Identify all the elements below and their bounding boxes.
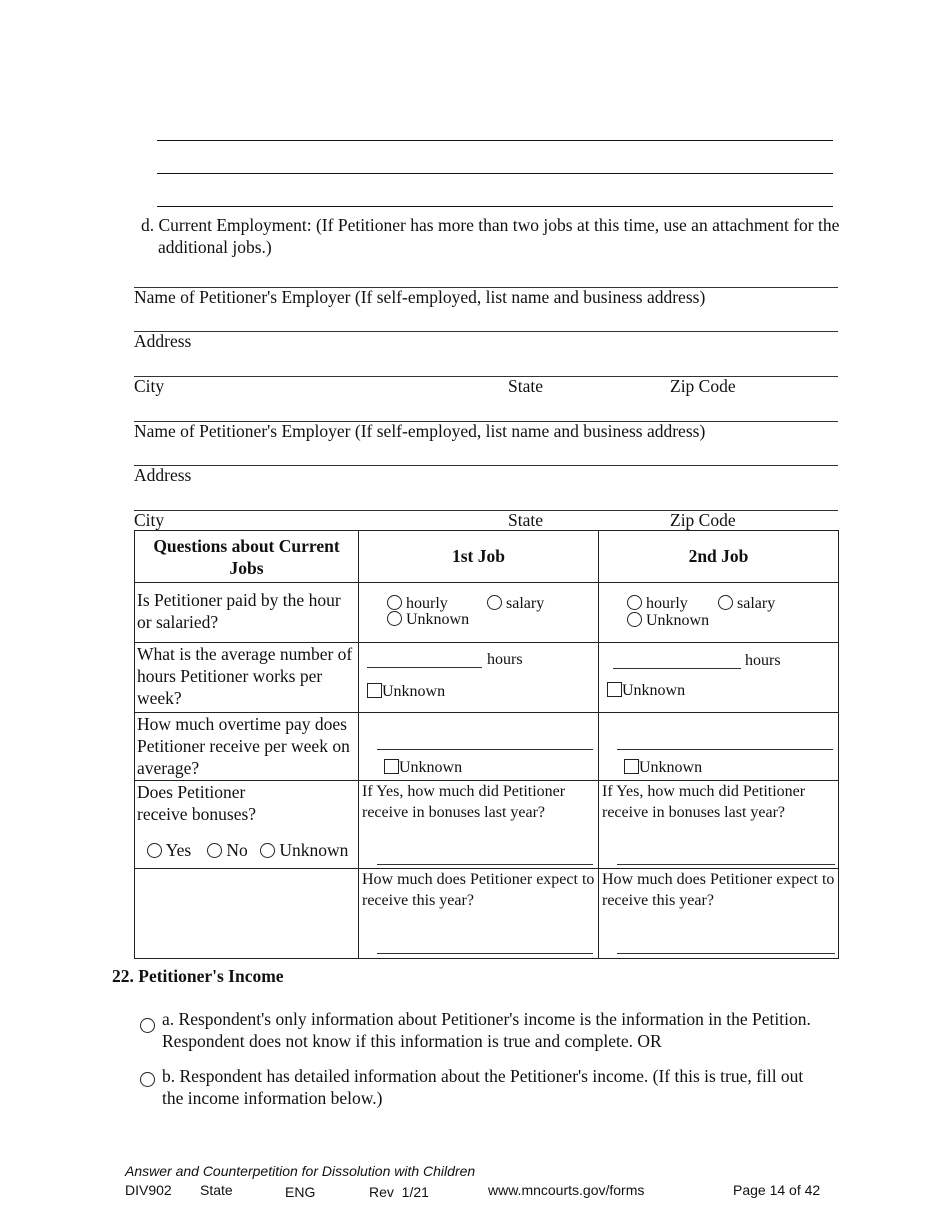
employer1-address-line[interactable] — [134, 331, 838, 332]
section-d-label: d. Current Employment: (If Petitioner has more than two jobs at this time, use an attachment for the additional jobs.) — [141, 215, 840, 257]
employer1-city-label: City — [134, 376, 165, 396]
radio-icon[interactable] — [140, 1018, 155, 1033]
employer1-state-label: State — [508, 376, 543, 396]
job2-overtime-unknown[interactable]: Unknown — [624, 757, 702, 778]
job1-overtime — [359, 713, 598, 780]
job2-hourly-option[interactable]: hourly — [627, 593, 688, 614]
job1-unknown-option[interactable]: Unknown — [387, 609, 469, 630]
table-row-bonuses-this-year — [135, 869, 839, 959]
employer2-state-label: State — [508, 510, 543, 530]
radio-icon[interactable] — [207, 843, 222, 858]
job2-hours-unknown[interactable]: Unknown — [607, 680, 685, 701]
radio-icon[interactable] — [260, 843, 275, 858]
table-row-hours — [135, 643, 839, 713]
section-22-option-b[interactable] — [139, 1065, 829, 1109]
job2-salary-option[interactable]: salary — [718, 593, 775, 614]
question-pay-type: Is Petitioner paid by the hour or salaried? — [137, 590, 341, 632]
job2-bonuses-last-year-input[interactable] — [617, 864, 835, 865]
checkbox-icon[interactable] — [384, 759, 399, 774]
employer2-name-label: Name of Petitioner's Employer (If self-employed, list name and business address) — [134, 421, 706, 441]
job2-hours — [599, 643, 838, 712]
section-22-option-a[interactable] — [139, 1008, 829, 1052]
job2-bonuses-this-year-label: How much does Petitioner expect to receive this year? — [602, 871, 835, 909]
employer2-city-label: City — [134, 510, 165, 530]
option-a-label: a. Respondent's only information about Petitioner's income is the information in the Petition. Respondent does not know if this information is true and complete. OR — [162, 1009, 811, 1051]
job2-bonuses-this-year-input[interactable] — [617, 953, 835, 954]
checkbox-icon[interactable] — [367, 683, 382, 698]
employer2-address-label: Address — [134, 465, 192, 485]
job1-hours — [359, 643, 598, 712]
job1-bonuses-last-year-label: If Yes, how much did Petitioner receive in bonuses last year? — [362, 783, 566, 821]
table-row-pay-type — [135, 583, 839, 643]
job1-hours-unknown[interactable]: Unknown — [367, 681, 445, 702]
bonuses-yes-option[interactable]: Yes — [147, 839, 191, 861]
footer-form-id: DIV902 — [125, 1182, 172, 1198]
radio-icon[interactable] — [140, 1072, 155, 1087]
radio-icon[interactable] — [627, 612, 642, 627]
employer1-address-label: Address — [134, 331, 192, 351]
bonuses-no-option[interactable]: No — [207, 839, 248, 861]
job2-unknown-option[interactable]: Unknown — [627, 610, 709, 631]
job1-bonuses-this-year-label: How much does Petitioner expect to receive this year? — [362, 871, 595, 909]
job1-hours-input[interactable] — [367, 667, 482, 668]
job2-bonuses-this-year — [599, 869, 838, 958]
radio-icon[interactable] — [147, 843, 162, 858]
job2-hours-input[interactable] — [613, 668, 741, 669]
footer-jurisdiction: State — [200, 1182, 233, 1198]
header-questions: Questions about Current Jobs — [153, 536, 340, 578]
table-row-bonuses — [135, 781, 839, 869]
job2-bonuses-last-year — [599, 781, 838, 868]
footer-language: ENG — [285, 1184, 316, 1200]
job1-overtime-input[interactable] — [377, 749, 593, 750]
footer-page: Page 14 of 42 — [733, 1182, 821, 1198]
checkbox-icon[interactable] — [624, 759, 639, 774]
blank-line-2[interactable] — [157, 173, 833, 174]
radio-icon[interactable] — [487, 595, 502, 610]
blank-line-1[interactable] — [157, 140, 833, 141]
job1-hourly-option[interactable]: hourly — [387, 593, 448, 614]
employer1-zip-label: Zip Code — [670, 376, 736, 396]
job1-pay-type — [359, 583, 598, 642]
question-hours: What is the average number of hours Petitioner works per week? — [137, 644, 353, 708]
job1-overtime-unknown[interactable]: Unknown — [384, 757, 462, 778]
bonuses-unknown-option[interactable]: Unknown — [260, 839, 348, 861]
table-header-row — [135, 531, 839, 583]
job1-bonuses-this-year-input[interactable] — [377, 953, 593, 954]
radio-icon[interactable] — [387, 611, 402, 626]
radio-icon[interactable] — [627, 595, 642, 610]
job2-pay-type — [599, 583, 838, 642]
table-row-overtime — [135, 713, 839, 781]
radio-icon[interactable] — [718, 595, 733, 610]
checkbox-icon[interactable] — [607, 682, 622, 697]
footer-revision: Rev 1/21 — [369, 1184, 429, 1200]
header-2nd-job: 2nd Job — [688, 546, 749, 566]
question-overtime: How much overtime pay does Petitioner receive per week on average? — [137, 714, 350, 778]
job2-hours-unit: hours — [745, 652, 781, 669]
empty-cell — [135, 869, 358, 958]
footer-url: www.mncourts.gov/forms — [488, 1182, 645, 1198]
header-1st-job: 1st Job — [452, 546, 505, 566]
footer-title: Answer and Counterpetition for Dissolution with Children — [125, 1163, 476, 1179]
job1-bonuses-this-year — [359, 869, 598, 958]
employer1-name-label: Name of Petitioner's Employer (If self-employed, list name and business address) — [134, 287, 706, 307]
job1-salary-option[interactable]: salary — [487, 593, 544, 614]
radio-icon[interactable] — [387, 595, 402, 610]
job1-hours-unit: hours — [487, 651, 523, 668]
job1-bonuses-last-year — [359, 781, 598, 868]
question-bonuses: Does Petitioner receive bonuses? — [137, 782, 257, 824]
employer2-zip-label: Zip Code — [670, 510, 736, 530]
option-b-label: b. Respondent has detailed information about the Petitioner's income. (If this is true, fill out the income information below.) — [162, 1066, 804, 1108]
job2-overtime — [599, 713, 838, 780]
question-bonuses-cell — [135, 781, 358, 868]
jobs-table — [134, 530, 839, 959]
blank-line-3[interactable] — [157, 206, 833, 207]
job1-bonuses-last-year-input[interactable] — [377, 864, 593, 865]
employer2-address-line[interactable] — [134, 465, 838, 466]
section-22-title: 22. Petitioner's Income — [112, 966, 284, 986]
job2-overtime-input[interactable] — [617, 749, 833, 750]
job2-bonuses-last-year-label: If Yes, how much did Petitioner receive in bonuses last year? — [602, 783, 806, 821]
